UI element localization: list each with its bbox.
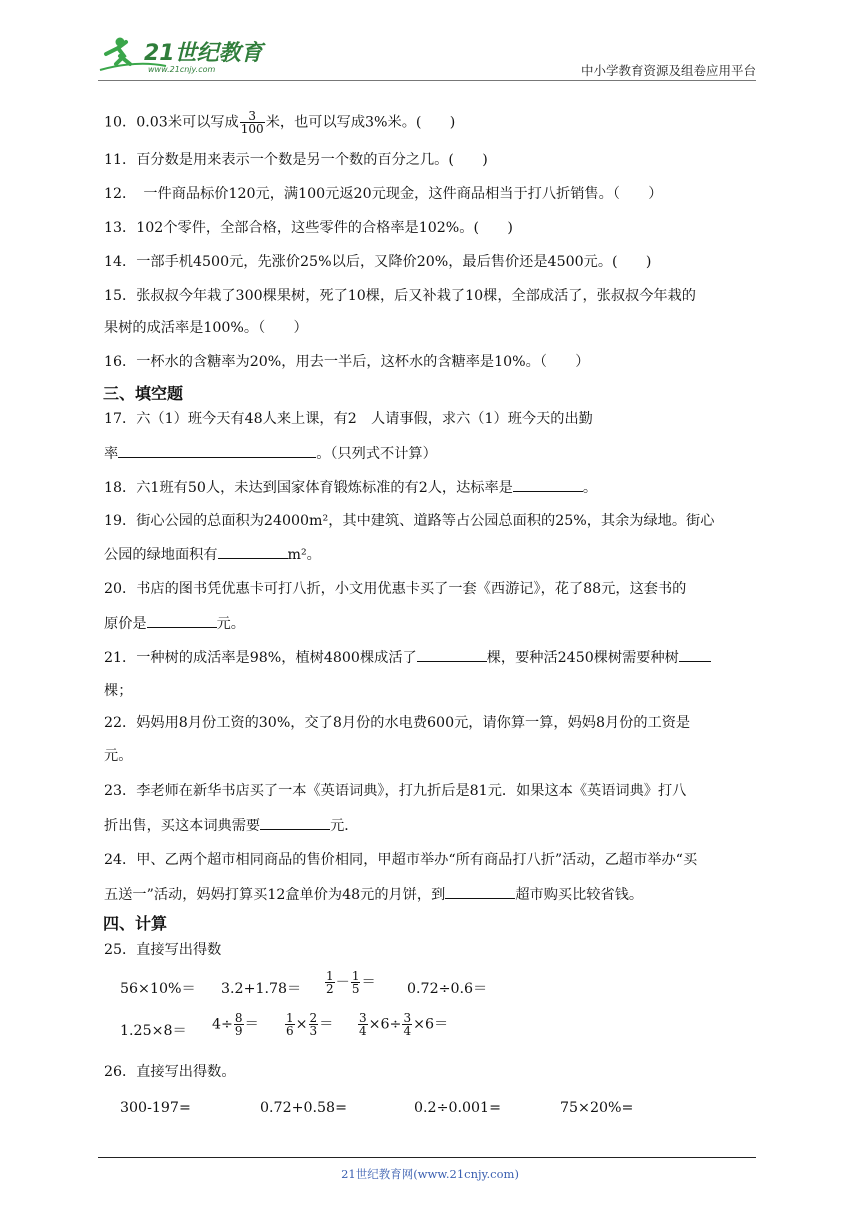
footer-link[interactable]: 21世纪教育网(www.21cnjy.com) — [341, 1167, 519, 1181]
calc-item: 0.72+0.58= — [260, 1100, 347, 1116]
question-22-line1: 22．妈妈用8月份工资的30%，交了8月份的水电费600元，请你算一算，妈妈8月份的工资是 — [104, 715, 691, 731]
logo-url: www.21cnjy.com — [148, 65, 216, 74]
calc-item: 0.2÷0.001= — [414, 1100, 501, 1116]
calc-item: 75×20%= — [560, 1100, 634, 1116]
calc-item: $\frac{1}{2}$ － $\frac{1}{5}$ ＝ — [326, 969, 376, 996]
question-25: 25．直接写出得数 — [104, 942, 222, 958]
answer-blank — [679, 647, 711, 662]
calc-item: $\frac{1}{6}$ × $\frac{2}{3}$ ＝ — [286, 1011, 334, 1038]
question-15-line2: 果树的成活率是100%。（ ） — [104, 320, 308, 336]
answer-blank — [445, 884, 515, 899]
calc-item: 0.72÷0.6＝ — [407, 981, 488, 997]
question-24-line1: 24．甲、乙两个超市相同商品的售价相同，甲超市举办“所有商品打八折”活动，乙超市举办“买 — [104, 852, 698, 868]
answer-blank — [513, 477, 583, 492]
question-22-line2: 元。 — [104, 748, 133, 764]
calc-item: 1.25×8＝ — [120, 1023, 187, 1039]
question-18: 18．六1班有50人，未达到国家体育锻炼标准的有2人，达标率是 。 — [104, 477, 597, 498]
site-logo — [96, 34, 266, 76]
question-26: 26．直接写出得数。 — [104, 1064, 236, 1080]
header-divider — [98, 80, 756, 81]
question-21-line1: 21．一种树的成活率是98%，植树4800棵成活了 棵，要种活2450棵树需要种树 — [104, 647, 711, 668]
question-24-line2: 五送一”活动，妈妈打算买12盒单价为48元的月饼，到 超市购买比较省钱。 — [104, 884, 643, 905]
question-17-line2: 率 。（只列式不计算） — [104, 443, 437, 464]
question-20-line2: 原价是 元。 — [104, 613, 245, 634]
calc-item: 4÷ $\frac{8}{9}$ ＝ — [212, 1011, 259, 1038]
calc-item: $\frac{3}{4}$ ×6÷ $\frac{3}{4}$ ×6＝ — [359, 1011, 449, 1038]
answer-blank — [260, 815, 330, 830]
section-heading-calculation: 四、计算 — [103, 914, 168, 933]
answer-blank — [417, 647, 487, 662]
question-21-line2: 棵； — [104, 683, 133, 699]
question-19-line2: 公园的绿地面积有 m²。 — [104, 544, 321, 565]
question-12: 12． 一件商品标价120元，满100元返20元现金，这件商品相当于打八折销售。（ ） — [104, 186, 663, 202]
question-16: 16．一杯水的含糖率为20%，用去一半后，这杯水的含糖率是10%。（ ） — [104, 354, 590, 370]
calc-item: 3.2+1.78＝ — [221, 981, 302, 997]
question-20-line1: 20．书店的图书凭优惠卡可打八折，小文用优惠卡买了一套《西游记》，花了88元，这套书的 — [104, 581, 687, 597]
question-15-line1: 15．张叔叔今年栽了300棵果树，死了10棵，后又补栽了10棵，全部成活了，张叔叔今年栽的 — [104, 288, 696, 304]
question-11: 11．百分数是用来表示一个数是另一个数的百分之几。( ) — [104, 152, 488, 168]
calc-item: 300-197= — [120, 1100, 191, 1116]
question-23-line1: 23．李老师在新华书店买了一本《英语词典》，打九折后是81元．如果这本《英语词典》打八 — [104, 783, 687, 799]
section-heading-fill-in: 三、填空题 — [103, 384, 184, 403]
footer-divider — [98, 1157, 756, 1158]
logo-text: 21世纪教育 — [144, 41, 263, 66]
question-10: 10．0.03米可以写成 $\frac{3}{100}$ 米，也可以写成3%米。( ) — [104, 109, 456, 136]
calc-item: 56×10%＝ — [120, 981, 196, 997]
answer-blank — [147, 613, 217, 628]
question-13: 13．102个零件，全部合格，这些零件的合格率是102%。( ) — [104, 220, 513, 236]
question-17-line1: 17．六（1）班今天有48人来上课，有2 人请事假，求六（1）班今天的出勤 — [104, 411, 593, 427]
answer-blank — [218, 544, 288, 559]
question-23-line2: 折出售，买这本词典需要 元． — [104, 815, 358, 836]
platform-name: 中小学教育资源及组卷应用平台 — [580, 63, 756, 78]
question-14: 14．一部手机4500元，先涨价25%以后，又降价20%，最后售价还是4500元。( ) — [104, 254, 652, 270]
fraction: $\frac{3}{100}$ — [240, 109, 264, 136]
question-19-line1: 19．街心公园的总面积为24000m²，其中建筑、道路等占公园总面积的25%，其余为绿地。街心 — [104, 513, 715, 529]
answer-blank — [118, 443, 316, 458]
